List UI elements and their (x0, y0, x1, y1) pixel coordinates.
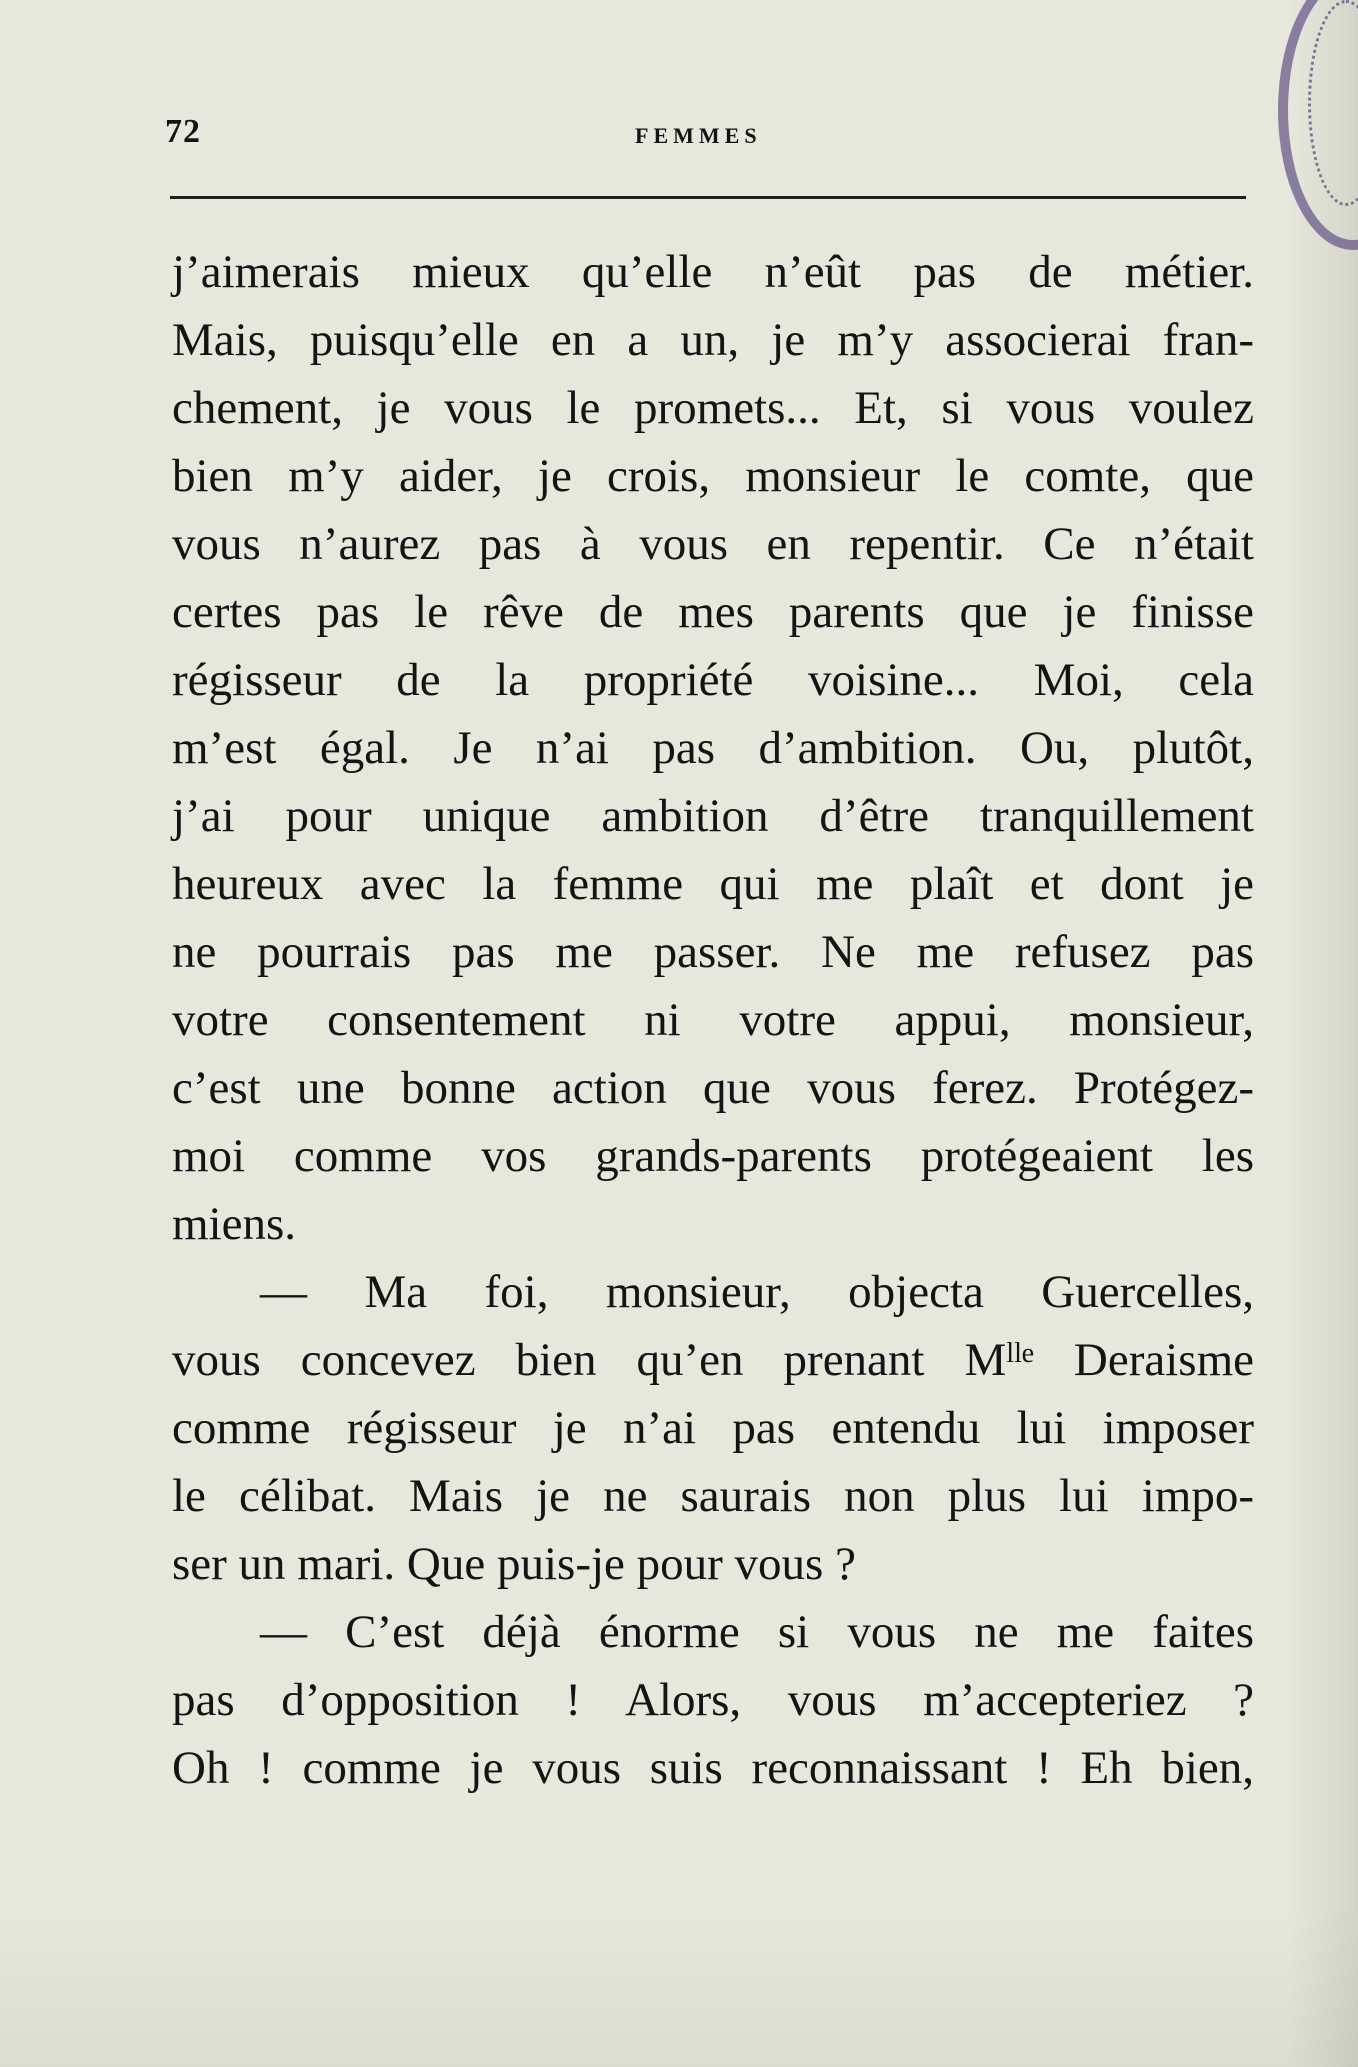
text-line: c’est une bonne action que vous ferez. Protégez- (172, 1062, 1254, 1114)
text-line: vous n’aurez pas à vous en repentir. Ce n’était (172, 518, 1254, 570)
text-line: — C’est déjà énorme si vous ne me faites (260, 1606, 1254, 1658)
text-line: ser un mari. Que puis-je pour vous ? (172, 1538, 856, 1590)
running-title: FEMMES (635, 123, 762, 148)
text-line: moi comme vos grands-parents protégeaient les (172, 1130, 1254, 1182)
text-line: Oh ! comme je vous suis reconnaissant ! Eh bien, (172, 1742, 1254, 1794)
page-header (165, 113, 1245, 163)
text-line: m’est égal. Je n’ai pas d’ambition. Ou, plutôt, (172, 722, 1254, 774)
text-line: miens. (172, 1198, 297, 1250)
text-line: chement, je vous le promets... Et, si vous voulez (172, 382, 1254, 434)
text-line: ne pourrais pas me passer. Ne me refusez pas (172, 926, 1254, 978)
text-line: certes pas le rêve de mes parents que je finisse (172, 586, 1254, 638)
library-stamp-inner-ring (1308, 0, 1358, 206)
body-text (172, 238, 1254, 1802)
text-line: votre consentement ni votre appui, monsieur, (172, 994, 1254, 1046)
text-line: — Ma foi, monsieur, objecta Guercelles, (260, 1266, 1254, 1318)
text-line: régisseur de la propriété voisine... Moi, cela (172, 654, 1254, 706)
text-line: j’aimerais mieux qu’elle n’eût pas de métier. (172, 246, 1254, 298)
page-bottom-shadow (0, 1907, 1358, 2067)
text-line: bien m’y aider, je crois, monsieur le comte, que (172, 450, 1254, 502)
text-line: heureux avec la femme qui me plaît et dont je (172, 858, 1254, 910)
text-line: Mais, puisqu’elle en a un, je m’y associerai fran- (172, 314, 1254, 366)
text-line: pas d’opposition ! Alors, vous m’accepteriez ? (172, 1674, 1254, 1726)
text-line: vous concevez bien qu’en prenant Mˡˡᵉ Deraisme (172, 1334, 1254, 1386)
text-line: j’ai pour unique ambition d’être tranquillement (172, 790, 1254, 842)
text-line: comme régisseur je n’ai pas entendu lui imposer (172, 1402, 1254, 1454)
page-number: 72 (165, 113, 201, 150)
text-line: le célibat. Mais je ne saurais non plus lui impo- (172, 1470, 1254, 1522)
header-rule (170, 196, 1246, 199)
page-edge-shadow (1288, 0, 1358, 2067)
